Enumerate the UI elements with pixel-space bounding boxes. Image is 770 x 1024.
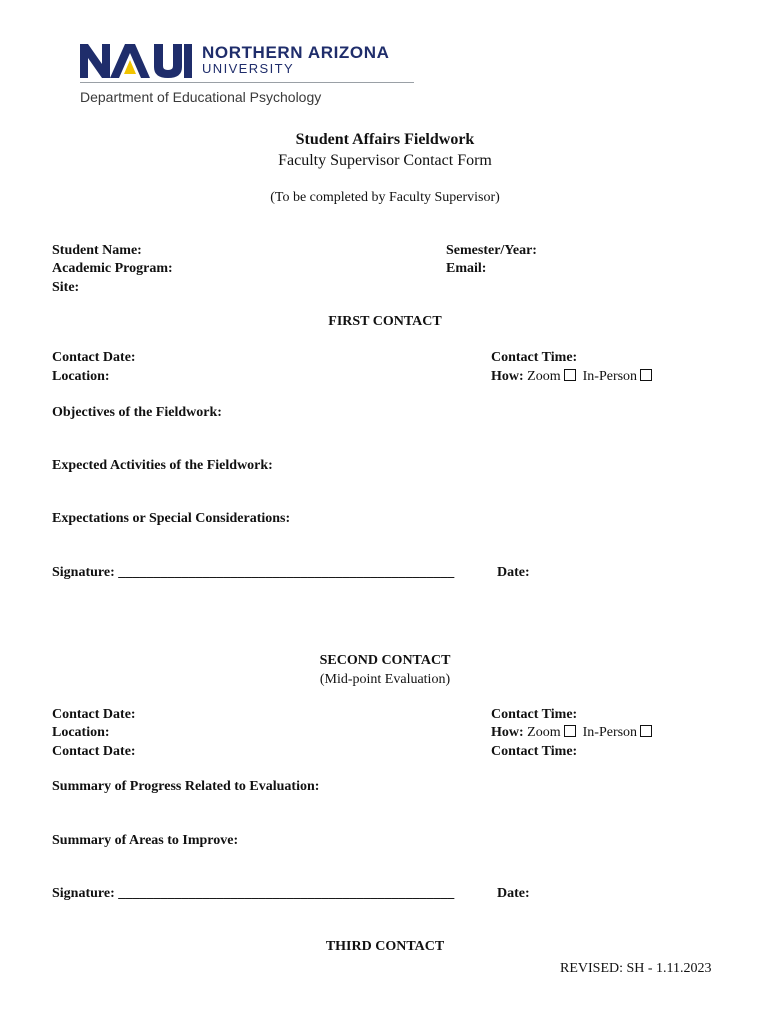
second-how-row xyxy=(491,725,652,741)
first-zoom-checkbox[interactable] xyxy=(564,369,576,381)
academic-program-label: Academic Program: xyxy=(52,261,173,276)
second-zoom-label: Zoom xyxy=(527,725,561,740)
first-contact-date-label: Contact Date: xyxy=(52,350,136,365)
summary-progress-label: Summary of Progress Related to Evaluation: xyxy=(52,779,320,794)
university-name-line2: UNIVERSITY xyxy=(202,61,295,76)
second-how-label: How: xyxy=(491,725,524,740)
university-name: NORTHERN ARIZONA xyxy=(202,43,390,62)
email-label: Email: xyxy=(446,261,487,276)
first-in-person-label: In-Person xyxy=(582,369,638,384)
second-contact-time-2-label: Contact Time: xyxy=(491,744,578,759)
logo-divider xyxy=(80,82,414,83)
objectives-label: Objectives of the Fieldwork: xyxy=(52,405,222,420)
first-signature-line: Signature: ________________________________________________ xyxy=(52,565,455,580)
second-zoom-checkbox[interactable] xyxy=(564,725,576,737)
second-contact-heading: SECOND CONTACT xyxy=(319,653,451,668)
form-subtitle: Faculty Supervisor Contact Form xyxy=(278,152,492,169)
semester-year-label: Semester/Year: xyxy=(446,243,537,258)
second-location-label: Location: xyxy=(52,725,110,740)
first-how-label: How: xyxy=(491,369,524,384)
form-title: Student Affairs Fieldwork xyxy=(295,131,475,148)
second-in-person-checkbox[interactable] xyxy=(640,725,652,737)
activities-label: Expected Activities of the Fieldwork: xyxy=(52,458,273,473)
second-contact-date-2-label: Contact Date: xyxy=(52,744,136,759)
summary-improve-label: Summary of Areas to Improve: xyxy=(52,833,239,848)
nau-logo xyxy=(80,44,192,78)
first-contact-time-label: Contact Time: xyxy=(491,350,578,365)
first-location-label: Location: xyxy=(52,369,110,384)
revised-note: REVISED: SH - 1.11.2023 xyxy=(560,961,712,976)
first-contact-heading: FIRST CONTACT xyxy=(328,314,442,329)
department-name: Department of Educational Psychology xyxy=(80,89,322,105)
second-contact-time-label: Contact Time: xyxy=(491,707,578,722)
expectations-label: Expectations or Special Considerations: xyxy=(52,511,291,526)
form-note: (To be completed by Faculty Supervisor) xyxy=(270,190,500,205)
second-in-person-label: In-Person xyxy=(582,725,638,740)
second-contact-subheading: (Mid-point Evaluation) xyxy=(319,672,451,687)
first-in-person-checkbox[interactable] xyxy=(640,369,652,381)
student-name-label: Student Name: xyxy=(52,243,142,258)
first-date-label: Date: xyxy=(497,565,530,580)
first-how-row xyxy=(491,369,652,385)
third-contact-heading: THIRD CONTACT xyxy=(325,939,445,954)
second-signature-line: Signature: ________________________________________________ xyxy=(52,886,455,901)
second-date-label: Date: xyxy=(497,886,530,901)
site-label: Site: xyxy=(52,280,80,295)
first-zoom-label: Zoom xyxy=(527,369,561,384)
second-contact-date-label: Contact Date: xyxy=(52,707,136,722)
